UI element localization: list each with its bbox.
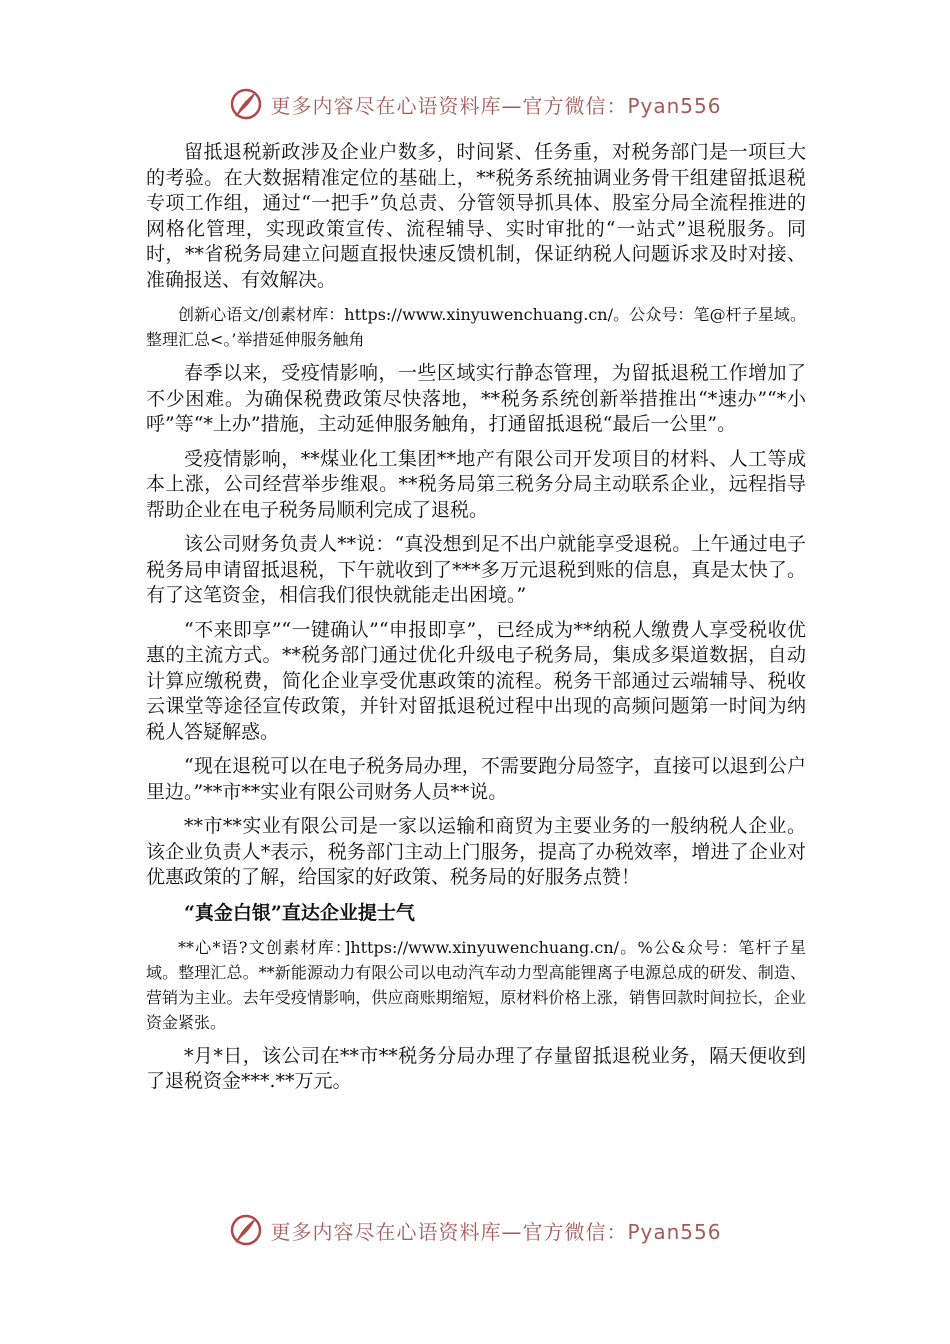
paragraph: 留抵退税新政涉及企业户数多，时间紧、任务重，对税务部门是一项巨大的考验。在大数据精准定位的基础上，**税务系统抽调业务骨干组建留抵退税专项工作组，通过“一把手”负总责、分管领导抓具体、股室分局全流程推进的网格化管理，实现政策宣传、流程辅导、实时审批的“一站式”退税服务。同时，**省税务局建立问题直报快速反馈机制，保证纳税人问题诉求及时对接、准确报送、有效解决。	[146, 141, 806, 291]
paragraph: 受疫情影响，**煤业化工集团**地产有限公司开发项目的材料、人工等成本上涨，公司经营举步维艰。**税务局第三税务分局主动联系企业，远程指导帮助企业在电子税务局顺利完成了退税。	[146, 447, 806, 521]
paragraph: *月*日，该公司在**市**税务分局办理了存量留抵退税业务，隔天便收到了退税资金***.**万元。	[146, 1044, 806, 1092]
paragraph: 创新心语文/创素材库：https://www.xinyuwenchuang.cn/。公众号：笔@杆子星域。整理汇总<。’举措延伸服务触角	[146, 305, 806, 349]
quill-logo-icon	[228, 86, 264, 122]
document-body	[146, 140, 806, 1104]
paragraph: “现在退税可以在电子税务局办理，不需要跑分局签字，直接可以退到公户里边。”**市**实业有限公司财务人员**说。	[146, 755, 806, 803]
header-banner-text: 更多内容尽在心语资料库—官方微信：Pyan556	[270, 93, 722, 118]
header-banner	[0, 84, 950, 124]
paragraph: **市**实业有限公司是一家以运输和商贸为主要业务的一般纳税人企业。该企业负责人*表示，税务部门主动上门服务，提高了办税效率，增进了企业对优惠政策的了解，给国家的好政策、税务局的好服务点赞！	[146, 815, 806, 888]
footer-banner	[0, 1210, 950, 1250]
paragraph: **心*语?文创素材库：]https://www.xinyuwenchuang.cn/。%公&众号：笔杆子星域。整理汇总。**新能源动力有限公司以电动汽车动力型高能锂离子电源总成的研发、制造、营销为主业。去年受疫情影响，供应商账期缩短，原材料价格上涨，销售回款时间拉长，企业资金紧张。	[146, 937, 806, 1032]
paragraph: “不来即享”“一键确认”“申报即享”，已经成为**纳税人缴费人享受税收优惠的主流方式。**税务部门通过优化升级电子税务局，集成多渠道数据，自动计算应缴税费，简化企业享受优惠政策的流程。税务干部通过云端辅导、税收云课堂等途径宣传政策，并针对留抵退税过程中出现的高频问题第一时间为纳税人答疑解惑。	[146, 618, 806, 743]
paragraph: 该公司财务负责人**说：“真没想到足不出户就能享受退税。上午通过电子税务局申请留抵退税，下午就收到了***多万元退税到账的信息，真是太快了。有了这笔资金，相信我们很快就能走出困境。”	[146, 533, 806, 606]
section-heading: “真金白银”直达企业提士气	[184, 901, 415, 924]
footer-banner-text: 更多内容尽在心语资料库—官方微信：Pyan556	[270, 1219, 722, 1244]
quill-logo-icon	[228, 1212, 264, 1248]
paragraph: 春季以来，受疫情影响，一些区域实行静态管理，为留抵退税工作增加了不少困难。为确保税费政策尽快落地，**税务系统创新举措推出“*速办”“*小呼”等“*上办”措施，主动延伸服务触角，打通留抵退税“最后一公里”。	[146, 362, 806, 435]
